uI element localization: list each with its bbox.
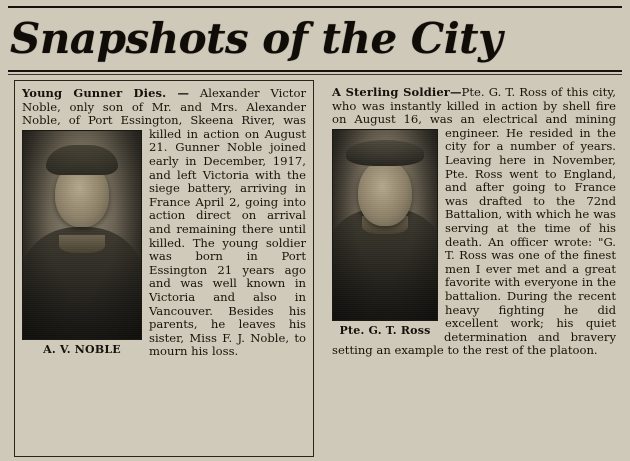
portrait-a-v-noble — [22, 130, 142, 340]
headline-a-sterling-soldier: A Sterling Soldier— — [332, 85, 462, 99]
headline-young-gunner-dies: Young Gunner Dies. — — [22, 86, 190, 100]
article-columns — [14, 80, 618, 457]
photo-caption-a-v-noble: A. V. NOBLE — [43, 342, 121, 356]
masthead-top-rule — [8, 6, 622, 8]
article-column-left — [14, 80, 314, 457]
portrait-g-t-ross — [332, 129, 438, 321]
masthead-bottom-rule-thin — [8, 74, 622, 75]
article-young-gunner-dies — [22, 87, 306, 359]
article-a-sterling-soldier — [332, 86, 616, 358]
article-body-text: He resided in the city for a number of years. Leaving here in November, Pte. Ross went to England, and after going to France was drafted to the 72nd Battalion, with which he was serving at the time of his death. An officer wrote: "G. T. Ross was one of the finest men I ever met and a great favorite with everyone in the — [445, 125, 616, 290]
photo-caption-g-t-ross: Pte. G. T. Ross — [339, 323, 431, 337]
article-lead-text: Pte. G. T. Ross of this city, who was instantly killed in action by shell fire on August 16, was an electrical and mining engineer. — [332, 85, 616, 140]
article-body-end-text: Besides his parents, he leaves his sister, Miss F. J. Noble, to mourn his loss. — [149, 303, 306, 359]
masthead-title: Snapshots of the City — [10, 14, 502, 63]
article-lead-text: Alexander Victor Noble, only son of Mr. and Mrs. Alexander Noble, of Port Essington, Skeena River, was killed in action on — [22, 86, 306, 141]
masthead — [10, 10, 620, 68]
article-column-right — [328, 80, 618, 457]
article-body-text: August 21. Gunner Noble joined early in December, 1917, and left Victoria with the siege battery, arriving in France April 2, going into action direct on arrival and remaining there until killed. The young soldier was born in Port Essington 21 years ago and was well known in Victoria and also in Vancouver. — [149, 126, 306, 318]
article-body-end-text: battalion. During the recent heavy fighting he did excellent work; his quiet determination and bravery setting an example to the rest of the platoon. — [332, 288, 616, 358]
masthead-bottom-rule — [8, 70, 622, 72]
